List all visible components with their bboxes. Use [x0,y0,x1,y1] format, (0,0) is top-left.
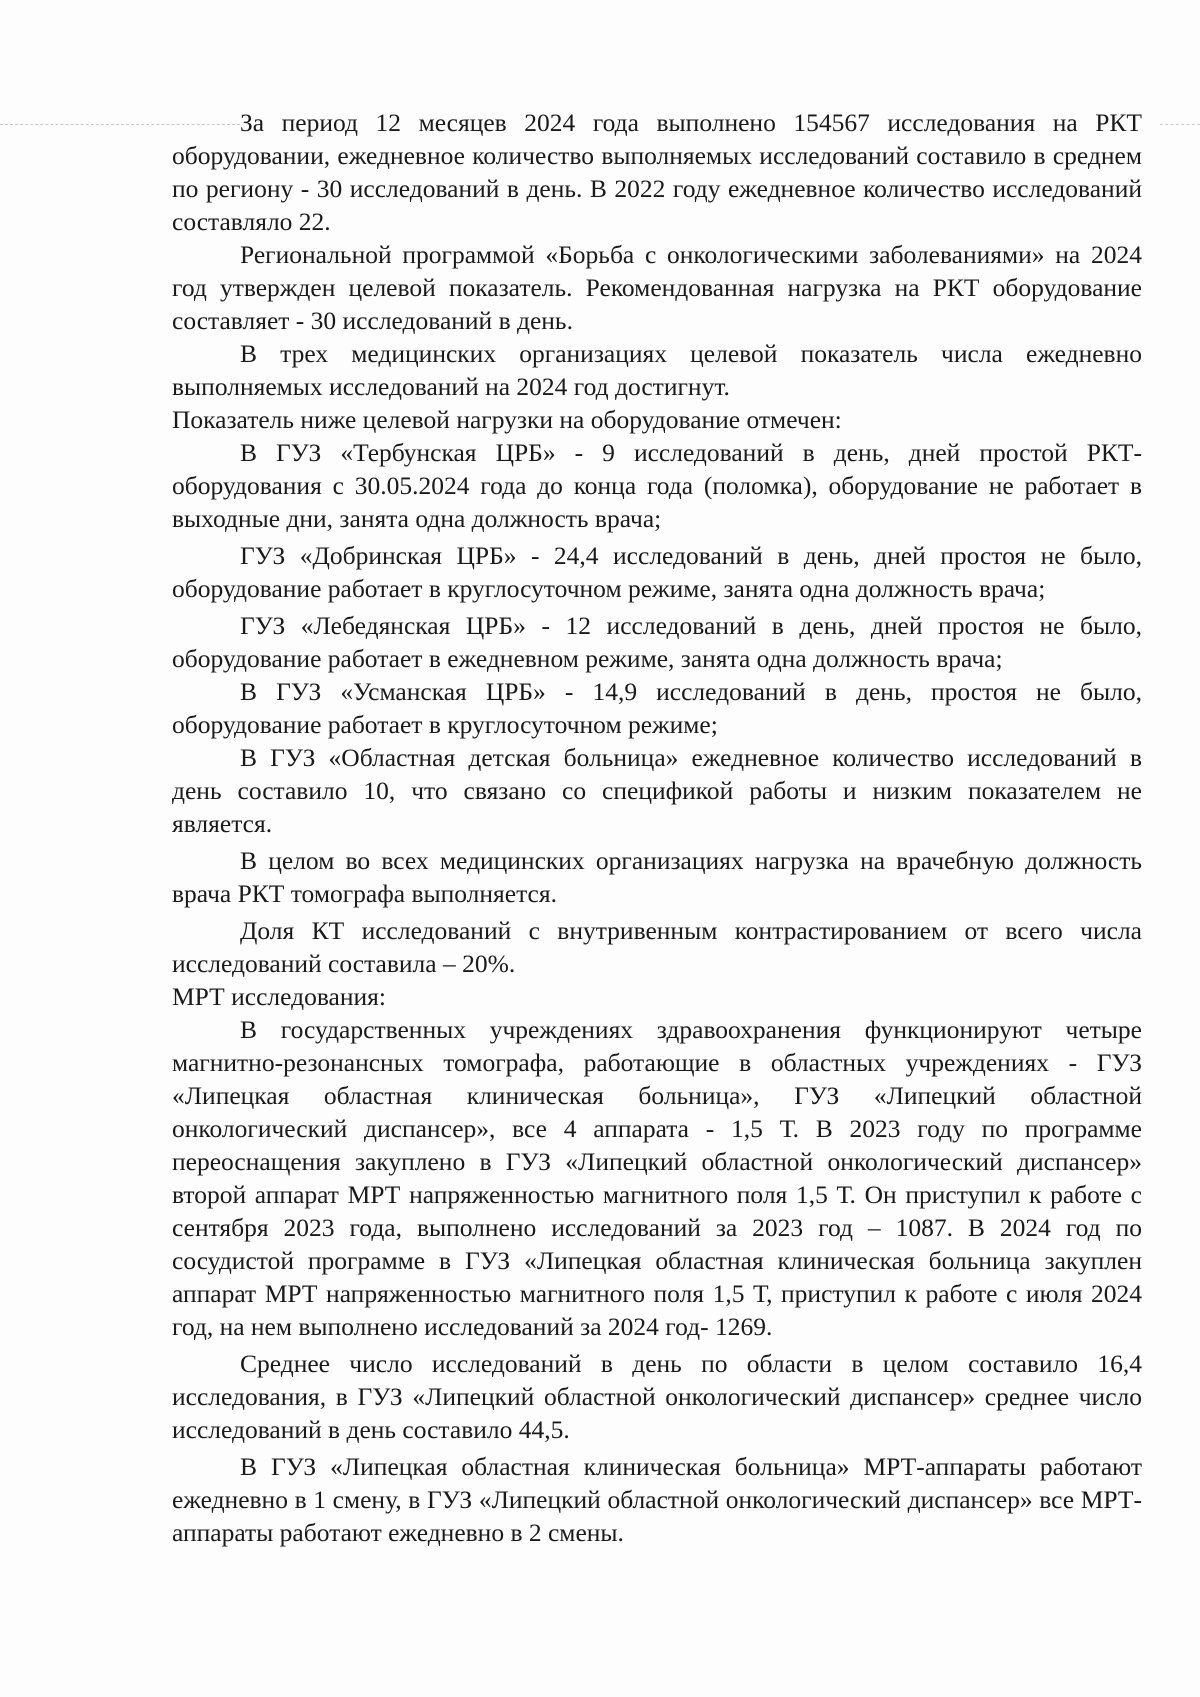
paragraph-regional-program: Региональной программой «Борьба с онкологическими заболеваниями» на 2024 год утвержден целевой показатель. Рекомендованная нагрузка на РКТ оборудование составляет - 30 исследований в день. [172,240,1142,335]
paragraph-mri-heading: МРТ исследования: [172,982,386,1011]
scan-artifact-line-right [1160,124,1200,125]
paragraph-mri-equipment: В государственных учреждениях здравоохранения функционируют четыре магнитно-резонансных томографа, работающие в областных учреждениях - ГУЗ «Липецкая областная клиническая больница», ГУЗ «Липецкий областной онкологический диспансер», все 4 аппарата - 1,5 Т. В 2023 году по программе переоснащения закуплено в ГУЗ «Липецкий областной онкологический диспансер» второй аппарат МРТ напряженностью магнитного поля 1,5 Т. Он приступил к работе с сентября 2023 года, выполнено исследований за 2023 год – 1087. В 2024 год по сосудистой программе в ГУЗ «Липецкая областная клиническая больница закуплен аппарат МРТ напряженностью магнитного поля 1,5 Т, приступил к работе с июля 2024 год, на нем выполнено исследований за 2024 год- 1269. [172,1015,1142,1341]
paragraph-doctor-load: В целом во всех медицинских организациях нагрузка на врачебную должность врача РКТ томографа выполняется. [172,846,1142,908]
paragraph-usmanskaya: В ГУЗ «Усманская ЦРБ» - 14,9 исследований в день, простоя не было, оборудование работает в круглосуточном режиме; [172,677,1142,739]
paragraph-mri-average: Среднее число исследований в день по области в целом составило 16,4 исследования, в ГУЗ «Липецкий областной онкологический диспансер» среднее число исследований в день составило 44,5. [172,1349,1142,1444]
paragraph-terbunskaya: В ГУЗ «Тербунская ЦРБ» - 9 исследований в день, дней простой РКТ-оборудования с 30.05.2024 года до конца года (поломка), оборудование не работает в выходные дни, занята одна должность врача; [172,438,1142,533]
paragraph-lebedyanskaya: ГУЗ «Лебедянская ЦРБ» - 12 исследований в день, дней простоя не было, оборудование работает в ежедневном режиме, занята одна должность врача; [172,611,1142,673]
paragraph-target-achieved: В трех медицинских организациях целевой показатель числа ежедневно выполняемых исследований на 2024 год достигнут. [172,339,1142,401]
paragraph-ct-total: За период 12 месяцев 2024 года выполнено 154567 исследования на РКТ оборудовании, ежедневное количество выполняемых исследований составило в среднем по региону - 30 исследований в день. В 2022 году ежедневное количество исследований составляло 22. [172,108,1142,236]
paragraph-dobrinskaya: ГУЗ «Добринская ЦРБ» - 24,4 исследований в день, дней простоя не было, оборудование работает в круглосуточном режиме, занята одна должность врача; [172,541,1142,603]
document-body [172,106,1142,1549]
paragraph-below-target-heading: Показатель ниже целевой нагрузки на оборудование отмечен: [172,405,842,434]
paragraph-childrens-hospital: В ГУЗ «Областная детская больница» ежедневное количество исследований в день составило 10, что связано со спецификой работы и низким показателем не является. [172,743,1142,838]
paragraph-contrast-share: Доля КТ исследований с внутривенным контрастированием от всего числа исследований составила – 20%. [172,916,1142,978]
paragraph-mri-shifts: В ГУЗ «Липецкая областная клиническая больница» МРТ-аппараты работают ежедневно в 1 смену, в ГУЗ «Липецкий областной онкологический диспансер» все МРТ-аппараты работают ежедневно в 2 смены. [172,1452,1142,1547]
